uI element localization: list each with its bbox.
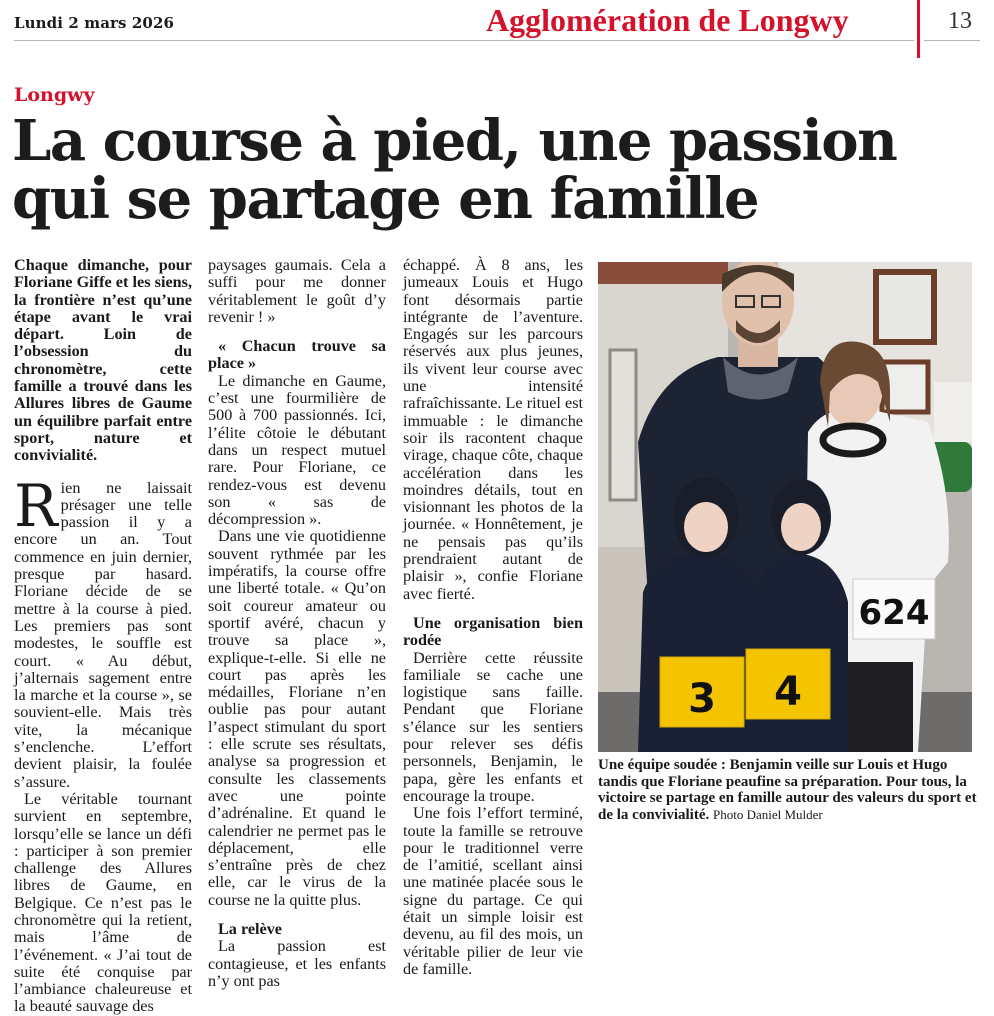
subheading-place: « Chacun trouve sa place » <box>208 337 386 373</box>
paragraph: Une fois l’effort terminé, toute la famille se retrouve pour le traditionnel verre de l’amitié, scellant ainsi une matinée placée sous le signe du partage. Ce qui était un simple loisir est devenu, au fil des mois, un véritable pilier de leur vie de famille. <box>403 804 583 978</box>
article-column-2 <box>208 257 386 990</box>
header-rule-right <box>924 40 980 41</box>
section-title: Agglomération de Longwy <box>486 2 849 38</box>
headline-line-2: qui se partage en famille <box>12 166 759 232</box>
article-column-3 <box>403 257 583 978</box>
bib-number-adult: 624 <box>858 593 930 633</box>
article-chapo: Chaque dimanche, pour Floriane Giffe et les siens, la frontière n’est qu’une étape avant le vrai départ. Loin de l’obsession du chronomètre, cette famille a trouvé dans les Allures libres de Gaume un équilibre parfait entre sport, nature et convivialité. <box>14 256 192 465</box>
issue-date: Lundi 2 mars 2026 <box>14 14 175 32</box>
header-divider <box>917 0 920 58</box>
paragraph-intro-text: ien ne laissait présager une telle passion il y a encore un an. Tout commence en juin dernier, presque par hasard. Floriane décide de se mettre à la course à pied. Les premiers pas sont modestes, le souffle est court. « Au début, j’alternais sagement entre la marche et la course », se souvient-elle. Mais très vite, la mécanique s’enclenche. L’effort devient plaisir, la foulée s’assure. <box>14 478 192 791</box>
paragraph: Le véritable tournant survient en septembre, lorsqu’elle se lance un défi : participer à son premier challenge des Allures libres de Gaume, en Belgique. Ce n’est pas le chronomètre qui la retient, mais l’âme de l’événement. « J’ai tout de suite été conquise par l’ambiance chaleureuse et la beauté sauvage des <box>14 789 192 1016</box>
photo-caption <box>598 757 978 823</box>
paragraph: paysages gaumais. Cela a suffi pour me donner véritablement le goût d’y revenir ! » <box>208 256 386 326</box>
header-rule <box>14 40 914 41</box>
caption-text: Une équipe soudée : Benjamin veille sur Louis et Hugo tandis que Floriane peaufine sa préparation. Pour tous, la victoire se partage en famille autour des valeurs du sport et de la convivialité. <box>598 757 977 823</box>
drop-cap: R <box>14 471 58 540</box>
page-number: 13 <box>948 8 972 34</box>
paragraph: La passion est contagieuse, et les enfants n’y ont pas <box>208 937 386 990</box>
subheading-releve: La relève <box>218 919 282 938</box>
headline-line-1: La course à pied, une passion <box>12 108 897 174</box>
bib-number-hugo: 4 <box>774 669 802 715</box>
paragraph: Derrière cette réussite familiale se cache une logistique sans faille. Pendant que Floriane s’élance sur les sentiers pour relever ses défis personnels, Benjamin, le papa, gère les enfants et encourage la troupe. <box>403 648 583 805</box>
paragraph: Le dimanche en Gaume, c’est une fourmilière de 500 à 700 passionnés. Ici, l’élite côtoie le débutant dans un respect mutuel rare. Pour Floriane, ce rendez-vous est devenu son « sas de décompression ». <box>208 371 386 529</box>
paragraph-intro <box>14 471 192 791</box>
article-headline <box>12 108 912 232</box>
paragraph: échappé. À 8 ans, les jumeaux Louis et Hugo font désormais partie intégrante de l’aventure. Engagés sur les parcours réservés aux plus jeunes, ils vivent leur course avec une intensité rafraîchissante. Le rituel est immuable : le dimanche soir ils racontent chaque virage, chaque côte, chaque accélération dans les moindres détails, tout en visionnant les photos de la journée. « Honnêtement, je ne pensais pas qu’ils prendraient autant de plaisir », confie Floriane avec fierté. <box>403 256 583 603</box>
article-photo <box>598 262 972 752</box>
article-kicker: Longwy <box>14 84 95 106</box>
article-column-1 <box>14 257 192 1016</box>
bib-number-louis: 3 <box>688 676 716 722</box>
paragraph: Dans une vie quotidienne souvent rythmée par les impératifs, la course offre une liberté totale. « Qu’on soit coureur amateur ou sportif avéré, chacun y trouve sa place », explique-t-elle. Si elle ne court pas après les médailles, Floriane n’en oublie pas pour autant l’aspect stimulant du sport : elle scrute ses résultats, analyse sa progression et consulte les classements avec une pointe d’adrénaline. Et quand le calendrier ne permet pas le déplacement, elle s’entraîne près de chez elle, car le virus de la course ne la quitte plus. <box>208 527 386 909</box>
photo-credit: Photo Daniel Mulder <box>713 806 823 822</box>
subheading-organisation: Une organisation bien rodée <box>403 613 583 650</box>
